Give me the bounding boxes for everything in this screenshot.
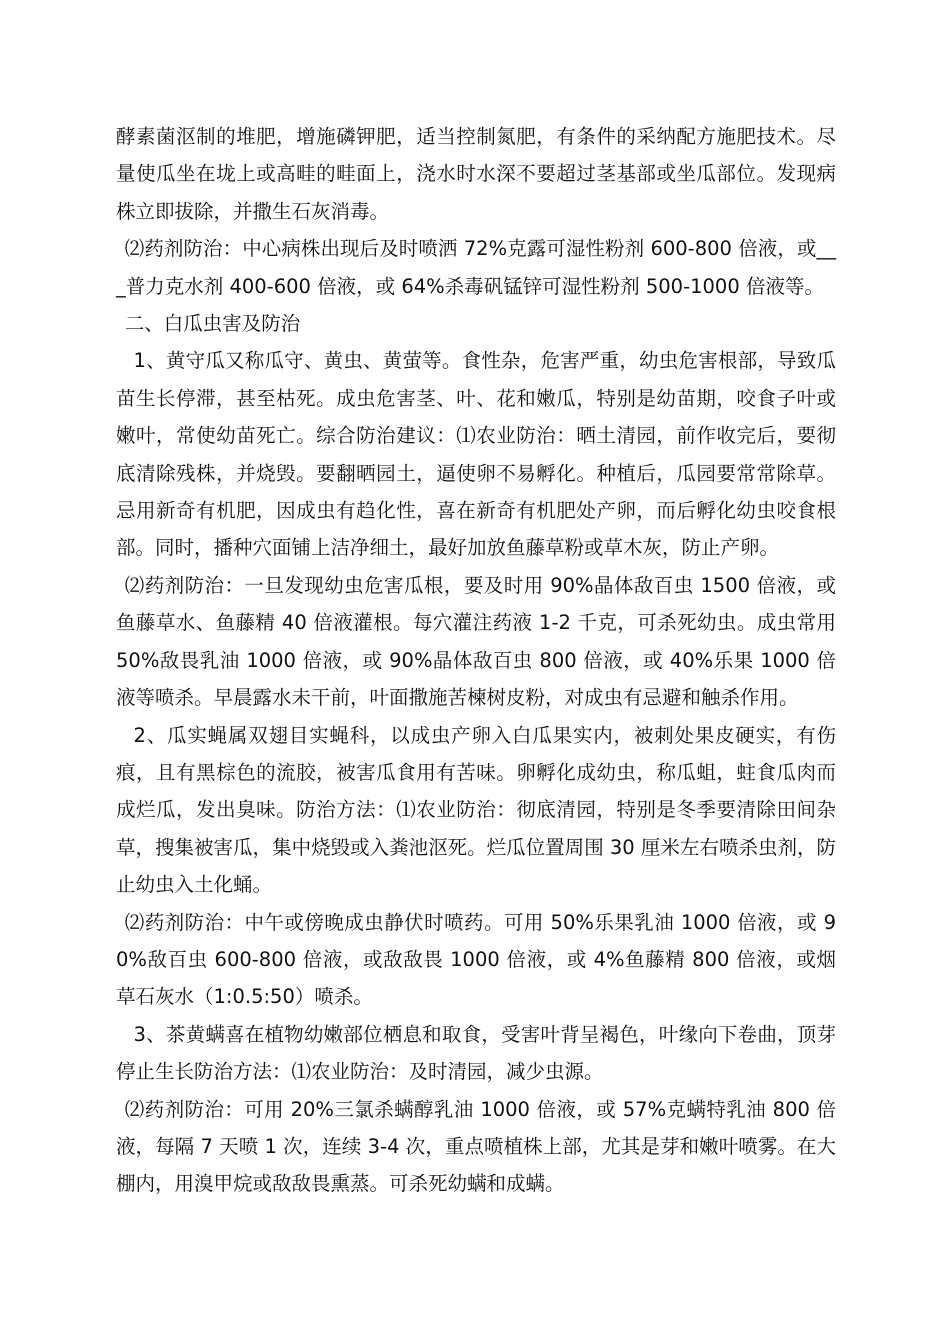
section-heading-pests: 二、白瓜虫害及防治 bbox=[124, 312, 301, 336]
document-page bbox=[116, 118, 836, 1203]
paragraph-chemical-control-4: ⑵药剂防治：可用 20%三氯杀螨醇乳油 1000 倍液，或 57%克螨特乳油 800 倍液，每隔 7 天喷 1 次，连续 3-4 次，重点喷植株上部，尤其是芽和嫩叶喷雾。在大棚内，用溴甲烷或敌敌畏熏蒸。可杀死幼螨和成螨。 bbox=[116, 1097, 836, 1196]
paragraph-fruit-fly: 2、瓜实蝇属双翅目实蝇科，以成虫产卵入白瓜果实内，被刺处果皮硬实，有伤痕，且有黑棕色的流胶，被害瓜食用有苦味。卵孵化成幼虫，称瓜蛆，蛀食瓜肉而成烂瓜，发出臭味。防治方法：⑴农业防治：彻底清园，特别是冬季要清除田间杂草，搜集被害瓜，集中烧毁或入粪池沤死。烂瓜位置周围 30 厘米左右喷杀虫剂，防止幼虫入土化蛹。 bbox=[116, 723, 836, 897]
paragraph-fertilizer: 酵素菌沤制的堆肥，增施磷钾肥，适当控制氮肥，有条件的采纳配方施肥技术。尽量使瓜坐在垅上或高畦的畦面上，浇水时水深不要超过茎基部或坐瓜部位。发现病株立即拔除，并撒生石灰消毒。 bbox=[116, 125, 836, 223]
paragraph-chemical-control-2: ⑵药剂防治：一旦发现幼虫危害瓜根，要及时用 90%晶体敌百虫 1500 倍液，或鱼藤草水、鱼藤精 40 倍液灌根。每穴灌注药液 1-2 千克，可杀死幼虫。成虫常用 50%敌畏乳油 1000 倍液，或 90%晶体敌百虫 800 倍液，或 40%乐果 1000 倍液等喷杀。早晨露水未干前，叶面撒施苦楝树皮粉，对成虫有忌避和触杀作用。 bbox=[116, 573, 836, 710]
paragraph-chemical-control-1: ⑵药剂防治：中心病株出现后及时喷洒 72%克露可湿性粉剂 600-800 倍液，或___普力克水剂 400-600 倍液，或 64%杀毒矾锰锌可湿性粉剂 500-1000 倍液等。 bbox=[116, 237, 836, 298]
paragraph-yellow-beetle: 1、黄守瓜又称瓜守、黄虫、黄萤等。食性杂，危害严重，幼虫危害根部，导致瓜苗生长停滞，甚至枯死。成虫危害茎、叶、花和嫩瓜，特别是幼苗期，咬食子叶或嫩叶，常使幼苗死亡。综合防治建议：⑴农业防治：晒土清园，前作收完后，要彻底清除残株，并烧毁。要翻晒园土，逼使卵不易孵化。种植后，瓜园要常常除草。忌用新奇有机肥，因成虫有趋化性，喜在新奇有机肥处产卵，而后孵化幼虫咬食根部。同时，播种穴面铺上洁净细土，最好加放鱼藤草粉或草木灰，防止产卵。 bbox=[116, 349, 836, 560]
paragraph-chemical-control-3: ⑵药剂防治：中午或傍晚成虫静伏时喷药。可用 50%乐果乳油 1000 倍液，或 90%敌百虫 600-800 倍液，或敌敌畏 1000 倍液，或 4%鱼藤精 800 倍液，或烟草石灰水（1:0.5:50）喷杀。 bbox=[116, 910, 836, 1009]
paragraph-tea-mite: 3、茶黄螨喜在植物幼嫩部位栖息和取食，受害叶背呈褐色，叶缘向下卷曲，顶芽停止生长防治方法：⑴农业防治：及时清园，减少虫源。 bbox=[116, 1022, 836, 1084]
